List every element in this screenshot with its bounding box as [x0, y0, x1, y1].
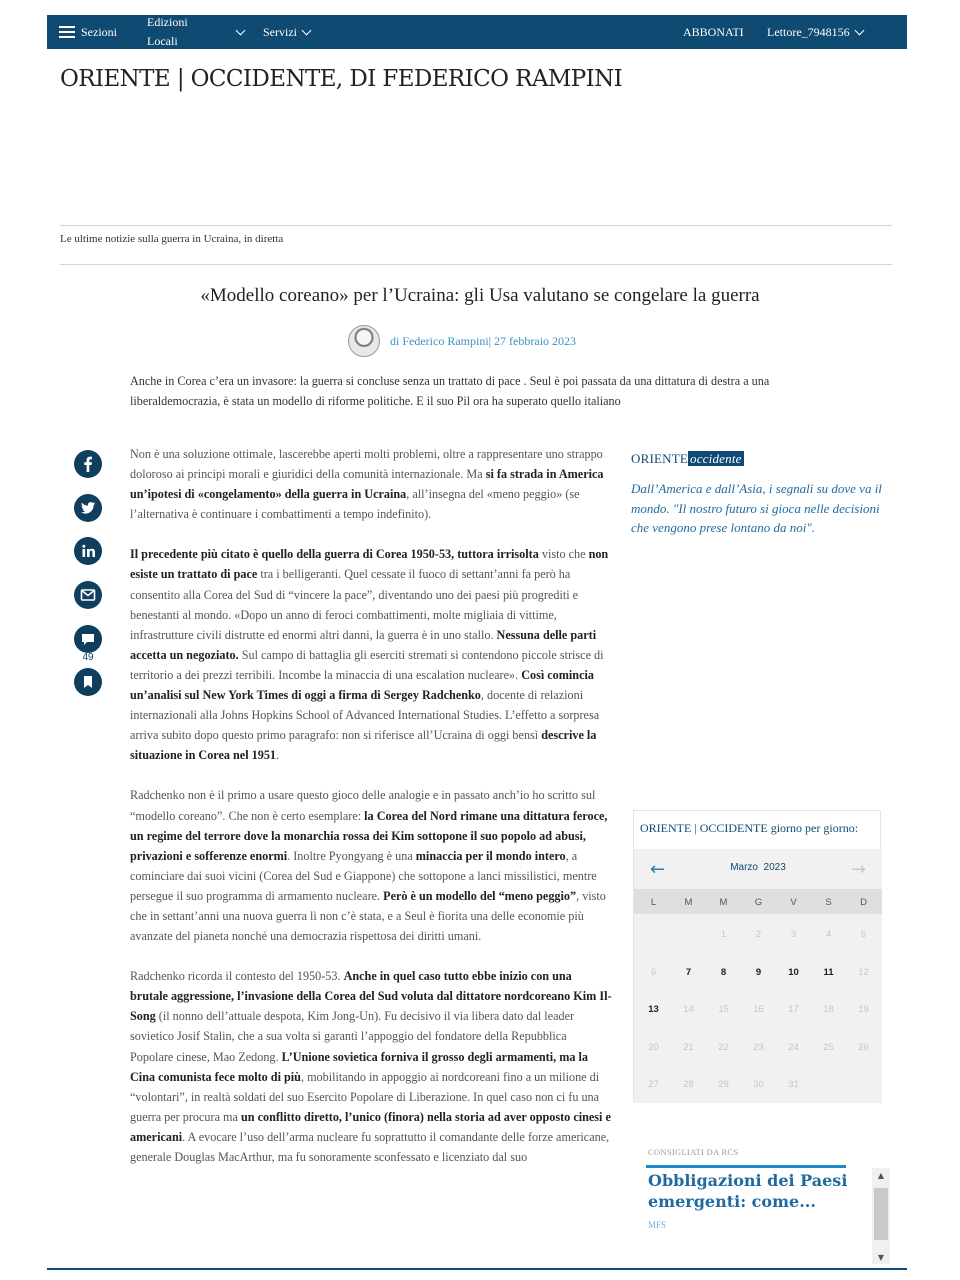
calendar-day: 14 [683, 1004, 694, 1015]
divider [60, 264, 892, 265]
weekday-label: D [860, 897, 867, 908]
weekday-label: G [754, 897, 763, 908]
local-editions-menu[interactable] [147, 15, 244, 49]
hamburger-icon [59, 26, 75, 38]
text-run: . Inoltre Pyongyang è una [287, 848, 416, 863]
live-news-link[interactable]: Le ultime notizie sulla guerra in Ucraina, in diretta [60, 233, 284, 245]
calendar-nav [634, 849, 882, 889]
calendar-day: 22 [718, 1041, 729, 1053]
services-menu[interactable] [263, 15, 310, 49]
calendar-month-label [634, 862, 882, 873]
text-run: Radchenko non è il primo a usare questo gioco delle analogie e in passato anch’io ho scritto sul “modello coreano”. Che non è certo esemplare: [130, 788, 596, 823]
widget-scrollbar[interactable] [872, 1168, 890, 1264]
services-label: Servizi [263, 24, 297, 39]
calendar-day: 25 [823, 1041, 834, 1053]
email-icon[interactable] [74, 581, 102, 609]
footer-rule [47, 1268, 907, 1270]
subscribe-label: ABBONATI [683, 24, 744, 39]
scroll-up-arrow-icon[interactable]: ▲ [877, 1171, 885, 1180]
top-nav-bar [47, 15, 907, 49]
emphasized-text: L’Unione sovietica forniva il grosso degli armamenti, ma la Cina comunista fece molto di più [130, 1049, 588, 1084]
comment-count[interactable]: 49 [82, 652, 94, 663]
calendar-day[interactable]: 13 [648, 1004, 659, 1015]
text-run: (il nonno dell’attuale despota, Kim Jong-Un). Fu decisivo il via libera dato dal leader sovietico Josif Stalin, che a sua volta si garantì l’appoggio del fondatore della Repubblica Popolare cinese, Mao Zedong. [130, 1009, 575, 1064]
linkedin-icon[interactable] [74, 537, 102, 565]
sponsored-source: MFS [648, 1220, 667, 1230]
byline [348, 323, 576, 359]
promo-title-occidente: occidente [690, 451, 742, 466]
paragraph [130, 966, 612, 1167]
weekday-label: L [650, 897, 657, 908]
article-headline: «Modello coreano» per l’Ucraina: gli Usa valutano se congelare la guerra [200, 285, 760, 306]
emphasized-text: minaccia per il mondo intero [415, 848, 566, 863]
calendar-day[interactable]: 11 [823, 966, 834, 978]
text-run: . A evocare l’uso dell’arma nucleare fu soprattutto il comandante delle forze americane, generale Douglas MacArthur, ma fu sonoramente sconfessato e licenziato dal suo [130, 1129, 610, 1164]
prev-month-arrow-icon[interactable]: ← [650, 859, 666, 880]
text-run: , visto che in settant’anni una nuova guerra lì non c’è stata, e a Seul è fiorita una delle economie più avanzate del pianeta nonché una democrazia rispettosa dei diritti umani. [130, 888, 606, 944]
weekday-label: M [684, 897, 693, 908]
comment-icon[interactable] [74, 625, 102, 653]
calendar-day: 2 [755, 929, 762, 940]
sections-menu-button[interactable] [59, 15, 117, 49]
blog-promo-text: Dall’America e dall’Asia, i segnali su dove va il mondo. "Il nostro futuro si gioca nelle decisioni che vengono prese lontano da noi". [631, 481, 882, 535]
calendar-day: 18 [823, 1004, 834, 1015]
calendar-day: 27 [648, 1079, 659, 1090]
calendar-day: 20 [648, 1041, 659, 1053]
calendar-day: 28 [683, 1079, 694, 1090]
text-run: , mobilitando in appoggio ai nordcoreani fino a un milione di “volontari”, in realtà soldati del suo Esercito Popolare di Liberazione. In quel caso non ci fu una guerra per procura ma [130, 1069, 600, 1124]
local-editions-label: Edizioni Locali [147, 15, 188, 48]
text-run: Non è una soluzione ottimale, lascerebbe aperti molti problemi, oltre a rappresentare uno strappo doloroso ai principi morali e giuridici della comunità internazionale. Ma [130, 447, 603, 482]
facebook-icon[interactable] [74, 450, 102, 478]
calendar-day: 26 [858, 1041, 869, 1053]
emphasized-text: un conflitto diretto, l’unico (finora) nella storia ad aver opposto cinesi e americani [130, 1109, 611, 1144]
calendar-day: 1 [720, 929, 727, 940]
blog-promo-title[interactable] [631, 451, 744, 467]
month-name: Marzo [730, 862, 758, 873]
calendar-day: 3 [790, 929, 797, 940]
calendar-day: 16 [753, 1004, 764, 1015]
emphasized-text: non esiste un trattato di pace [130, 547, 609, 582]
weekday-label: M [719, 897, 728, 908]
chevron-down-icon [302, 25, 312, 35]
weekday-label: V [790, 897, 797, 908]
paragraph [130, 444, 612, 524]
text-run: , a cominciare dai suoi vicini (Corea del Sud e Giappone) che sottopone a lanci missilistici, mentre persegue il suo programma di armamento nucleare. [130, 848, 597, 903]
calendar-day[interactable]: 8 [720, 966, 727, 978]
text-run: Sul campo di battaglia gli eserciti stremati si contendono piccole strisce di territorio a dei prezzi terribili. Incombe la minaccia di una escalation nucleare». [130, 647, 604, 682]
calendar-day: 21 [683, 1041, 694, 1053]
subscribe-link[interactable] [683, 15, 744, 49]
twitter-icon[interactable] [74, 494, 102, 522]
article-summary: Anche in Corea c’era un invasore: la guerra si concluse senza un trattato di pace . Seul è poi passata da una dittatura di destra a una liberaldemocrazia, è stata un modello di riforme politiche. E il suo Pil ora ha superato quello italiano [130, 374, 770, 408]
calendar-day: 12 [858, 966, 869, 978]
promo-title-oriente: ORIENTE [631, 451, 688, 466]
paragraph [130, 544, 612, 765]
calendar-title: ORIENTE | OCCIDENTE giorno per giorno: [640, 821, 859, 835]
ad-accent-rule [646, 1165, 846, 1168]
calendar-day: 17 [788, 1004, 799, 1015]
calendar-day[interactable]: 7 [685, 966, 692, 978]
text-run: , all’insegna del «meno peggio» (se l’alternativa è continuare i combattimenti a tempo indefinito). [130, 487, 580, 522]
calendar-day: 6 [650, 966, 657, 978]
text-run: , docente di relazioni internazionali alla Johns Hopkins School of Advanced International Studies. L’effetto a sorpresa arriva subito dopo questo primo paragrafo: non si riferisce all’Ucraina di oggi bensì [130, 688, 600, 743]
article-body [130, 444, 612, 1187]
calendar-day: 31 [788, 1079, 799, 1090]
emphasized-text: si fa strada in America un’ipotesi di «congelamento» della guerra in Ucraina [130, 467, 604, 502]
sponsored-headline-link[interactable]: Obbligazioni dei Paesi emergenti: come... [648, 1171, 848, 1211]
user-menu[interactable] [767, 15, 863, 49]
chevron-down-icon [236, 25, 246, 35]
sections-label: Sezioni [81, 24, 117, 39]
calendar-day: 15 [718, 1004, 729, 1015]
chevron-down-icon [854, 25, 864, 35]
weekday-header [634, 889, 882, 914]
calendar-body [634, 849, 882, 1103]
text-run: . [276, 748, 280, 763]
calendar-day: 24 [788, 1041, 799, 1053]
next-month-arrow-icon[interactable]: → [850, 859, 866, 880]
divider [60, 225, 892, 226]
author-date-link[interactable]: di Federico Rampini| 27 febbraio 2023 [390, 333, 577, 348]
weekday-label: S [825, 897, 832, 908]
text-run: visto che [538, 547, 589, 562]
calendar-day: 29 [718, 1079, 729, 1090]
sponsored-label: CONSIGLIATI DA RCS [648, 1147, 739, 1157]
author-avatar [348, 325, 380, 357]
emphasized-text: Nessuna delle parti accetta un negoziato. [130, 627, 597, 662]
calendar-day: 30 [753, 1079, 764, 1090]
paragraph [130, 785, 612, 946]
year: 2023 [763, 862, 786, 873]
emphasized-text: Anche in quel caso tutto ebbe inizio con una brutale aggressione, l’invasione della Corea del Sud voluta dal dittatore nordcoreano Kim Il-Song [130, 969, 612, 1024]
scroll-thumb[interactable] [874, 1188, 888, 1240]
text-run: Radchenko ricorda il contesto del 1950-53. [130, 969, 344, 984]
archive-calendar [633, 810, 881, 1102]
emphasized-text: Così comincia un’analisi sul New York Times di oggi a firma di Sergey Radchenko [130, 667, 594, 703]
calendar-day[interactable]: 9 [755, 966, 762, 978]
emphasized-text: la Corea del Nord rimane una dittatura feroce, un regime del terrore dove la monarchia rossa dei Kim sottopone il suo popolo ad abusi, privazioni e sofferenze enormi [130, 808, 608, 863]
scroll-down-arrow-icon[interactable]: ▼ [877, 1253, 885, 1262]
calendar-day: 23 [753, 1041, 764, 1053]
calendar-day: 5 [860, 929, 867, 940]
calendar-day[interactable]: 10 [788, 966, 799, 978]
emphasized-text: Il precedente più citato è quello della guerra di Corea 1950-53, tuttora irrisolta [130, 547, 539, 562]
blog-title[interactable]: ORIENTE | OCCIDENTE, DI FEDERICO RAMPINI [60, 66, 623, 92]
calendar-day: 19 [858, 1004, 869, 1015]
emphasized-text: Però è un modello del “meno peggio” [383, 888, 577, 903]
bookmark-icon[interactable] [74, 668, 102, 696]
username-label: Lettore_7948156 [767, 24, 850, 39]
text-run: tra i belligeranti. Quel cessate il fuoco di settant’anni fa però ha consentito alla Corea del Sud di “vincere la pace”, diventando uno dei paesi più progrediti e benestanti al mondo. «Dopo un anno di feroci combattimenti, molte migliaia di vittime, infrastrutture civili distrutte ed enormi altri danni, la guerra è in uno stallo. [130, 567, 579, 642]
calendar-day: 4 [825, 929, 832, 940]
emphasized-text: descrive la situazione in Corea nel 1951 [130, 728, 597, 763]
